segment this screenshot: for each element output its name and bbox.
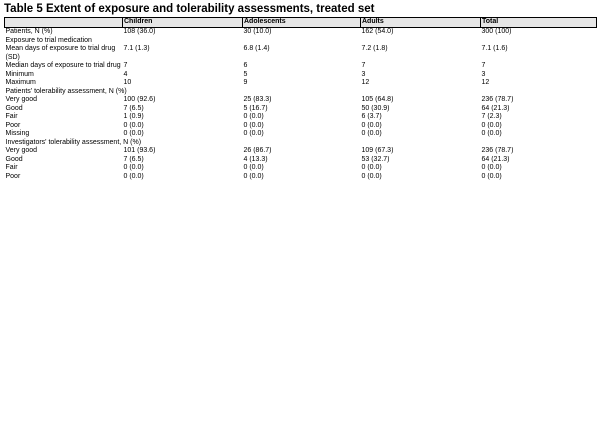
exposure-table: [4, 17, 597, 181]
cell-children: 0 (0.0): [123, 164, 144, 171]
table-row: [5, 164, 597, 173]
table-row: [5, 173, 597, 182]
table-section-row: [5, 139, 597, 148]
cell-adolescents: 0 (0.0): [243, 172, 264, 180]
cell-adults: 6 (3.7): [361, 113, 382, 120]
cell-adolescents: 0 (0.0): [243, 164, 264, 171]
cell-children: 108 (36.0): [123, 28, 243, 37]
section-label: Exposure to trial medication: [5, 36, 92, 44]
cell-total: 64 (21.3): [481, 155, 510, 163]
cell-total: 300 (100): [481, 28, 597, 37]
cell-children: 0 (0.0): [123, 121, 144, 129]
row-label: Fair: [5, 164, 18, 171]
row-label: Median days of exposure to trial drug: [5, 62, 121, 69]
cell-children: 7: [123, 62, 128, 69]
row-label: Poor: [5, 172, 21, 180]
cell-adolescents: 30 (10.0): [243, 28, 361, 37]
cell-adults: 0 (0.0): [361, 130, 382, 137]
table-row: [5, 147, 597, 156]
cell-adolescents: 26 (86.7): [243, 147, 272, 154]
table-row: [5, 45, 597, 62]
cell-adults: 162 (54.0): [361, 28, 481, 37]
cell-adults: 50 (30.9): [361, 104, 390, 112]
cell-adults: 0 (0.0): [361, 172, 382, 180]
cell-adolescents: 0 (0.0): [243, 121, 264, 129]
table-row: [5, 96, 597, 105]
cell-adolescents: 4 (13.3): [243, 155, 268, 163]
cell-adolescents: 25 (83.3): [243, 96, 272, 103]
cell-children: 7.1 (1.3): [123, 45, 150, 52]
table-row: [5, 113, 597, 122]
cell-total: 7: [481, 62, 486, 69]
row-label: Maximum: [5, 79, 36, 86]
cell-adolescents: 9: [243, 79, 248, 86]
header-cell-adults: Adults: [361, 18, 481, 28]
cell-adults: 109 (67.3): [361, 147, 394, 154]
cell-children: 101 (93.6): [123, 147, 156, 154]
cell-children: 0 (0.0): [123, 130, 144, 137]
row-label: Good: [5, 104, 23, 112]
cell-adults: 0 (0.0): [361, 121, 382, 129]
cell-total: 0 (0.0): [481, 130, 502, 137]
table-section-row: [5, 88, 597, 97]
cell-total: 64 (21.3): [481, 104, 510, 112]
cell-adolescents: 6.8 (1.4): [243, 45, 270, 52]
table-row: [5, 71, 597, 80]
cell-children: 4: [123, 70, 128, 78]
table-row: [5, 79, 597, 88]
cell-children: 0 (0.0): [123, 172, 144, 180]
header-cell-label: [5, 18, 123, 28]
table-row: [5, 156, 597, 165]
section-label: Patients' tolerability assessment, N (%): [5, 87, 127, 95]
cell-total: 7.1 (1.6): [481, 45, 508, 52]
cell-children: 7 (6.5): [123, 104, 144, 112]
table-row: [5, 105, 597, 114]
cell-total: 3: [481, 70, 486, 78]
cell-adults: 53 (32.7): [361, 155, 390, 163]
table-row: [5, 62, 597, 71]
table-row: [5, 28, 597, 37]
cell-adolescents: 5: [243, 70, 248, 78]
row-label: Good: [5, 155, 23, 163]
cell-total: 236 (78.7): [481, 96, 514, 103]
row-label: Very good: [5, 147, 38, 154]
cell-total: 0 (0.0): [481, 172, 502, 180]
cell-adults: 7: [361, 62, 366, 69]
row-label: Patients, N (%): [5, 28, 123, 37]
cell-adolescents: 0 (0.0): [243, 113, 264, 120]
cell-adults: 3: [361, 70, 366, 78]
row-label: Fair: [5, 113, 18, 120]
cell-children: 10: [123, 79, 132, 86]
table-section-row: [5, 37, 597, 46]
header-cell-total: Total: [481, 18, 597, 28]
cell-adolescents: 5 (16.7): [243, 104, 268, 112]
cell-total: 0 (0.0): [481, 121, 502, 129]
header-cell-adolescents: Adolescents: [243, 18, 361, 28]
section-label: Investigators' tolerability assessment, N (%): [5, 138, 142, 146]
row-label: Missing: [5, 130, 30, 137]
cell-total: 12: [481, 79, 490, 86]
cell-total: 0 (0.0): [481, 164, 502, 171]
row-label: Mean days of exposure to trial drug (SD): [5, 45, 116, 61]
cell-total: 236 (78.7): [481, 147, 514, 154]
cell-adolescents: 6: [243, 62, 248, 69]
table-body: [5, 28, 597, 182]
cell-adults: 7.2 (1.8): [361, 45, 388, 52]
table-row: [5, 122, 597, 131]
cell-children: 7 (6.5): [123, 155, 144, 163]
header-cell-children: Children: [123, 18, 243, 28]
cell-adolescents: 0 (0.0): [243, 130, 264, 137]
cell-adults: 105 (64.8): [361, 96, 394, 103]
cell-adults: 12: [361, 79, 370, 86]
cell-total: 7 (2.3): [481, 113, 502, 120]
row-label: Very good: [5, 96, 38, 103]
table-title: Table 5 Extent of exposure and tolerability assessments, treated set: [4, 3, 375, 15]
row-label: Poor: [5, 121, 21, 129]
cell-children: 1 (0.9): [123, 113, 144, 120]
row-label: Minimum: [5, 70, 34, 78]
cell-adults: 0 (0.0): [361, 164, 382, 171]
table-header-row: [5, 18, 597, 28]
table-row: [5, 130, 597, 139]
cell-children: 100 (92.6): [123, 96, 156, 103]
